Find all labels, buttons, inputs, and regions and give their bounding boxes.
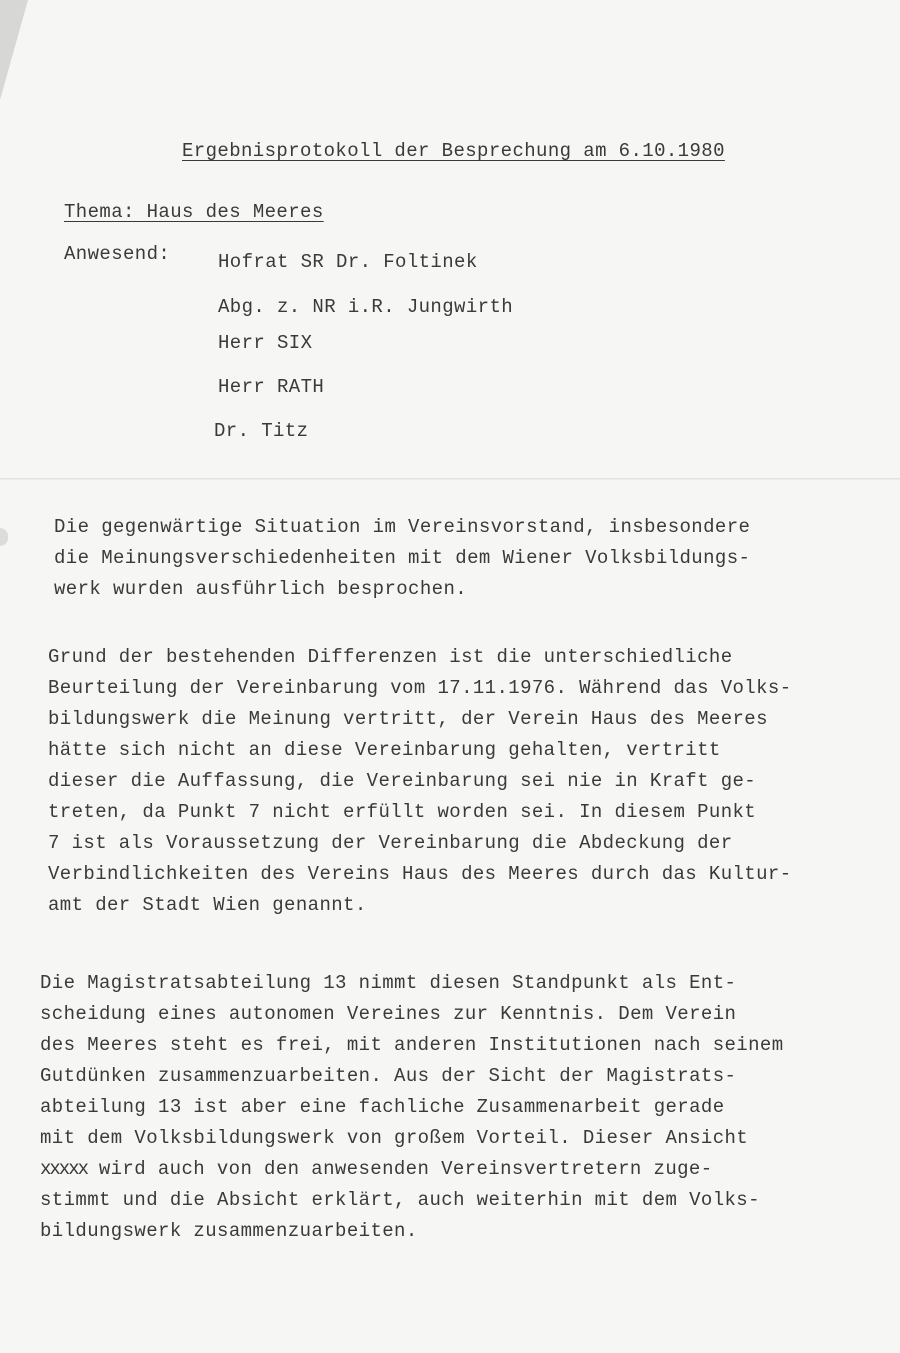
paragraph-line: 7 ist als Voraussetzung der Vereinbarung die Abdeckung der xyxy=(48,832,733,854)
paragraph-line: treten, da Punkt 7 nicht erfüllt worden sei. In diesem Punkt xyxy=(48,801,757,823)
document-subject: Thema: Haus des Meeres xyxy=(64,201,324,223)
paragraph-line: bildungswerk die Meinung vertritt, der Verein Haus des Meeres xyxy=(48,708,768,730)
paragraph-line: scheidung eines autonomen Vereines zur Kenntnis. Dem Verein xyxy=(40,1003,737,1025)
attendee-2: Abg. z. NR i.R. Jungwirth xyxy=(218,296,514,318)
paragraph-line: abteilung 13 ist aber eine fachliche Zusammenarbeit gerade xyxy=(40,1096,725,1118)
attendee-4: Herr RATH xyxy=(218,376,325,398)
paragraph-line: Die Magistratsabteilung 13 nimmt diesen Standpunkt als Ent- xyxy=(40,972,737,994)
paragraph-3 xyxy=(40,968,870,1247)
folded-corner xyxy=(0,0,28,100)
paragraph-line: Beurteilung der Vereinbarung vom 17.11.1976. Während das Volks- xyxy=(48,677,792,699)
paragraph-line: dieser die Auffassung, die Vereinbarung sei nie in Kraft ge- xyxy=(48,770,757,792)
typed-strikeout: xxxxx xyxy=(40,1158,88,1180)
paragraph-line: Gutdünken zusammenzuarbeiten. Aus der Sicht der Magistrats- xyxy=(40,1065,737,1087)
paragraph-line: des Meeres steht es frei, mit anderen Institutionen nach seinem xyxy=(40,1034,784,1056)
paragraph-line: Grund der bestehenden Differenzen ist die unterschiedliche xyxy=(48,646,733,668)
paragraph-line: stimmt und die Absicht erklärt, auch weiterhin mit dem Volks- xyxy=(40,1189,760,1211)
attendees-label: Anwesend: xyxy=(64,243,171,265)
paragraph-line: bildungswerk zusammenzuarbeiten. xyxy=(40,1220,418,1242)
attendee-3: Herr SIX xyxy=(218,332,313,354)
paragraph-line: werk wurden ausführlich besprochen. xyxy=(54,578,468,600)
paper-fold-line xyxy=(0,478,900,480)
paragraph-line: Verbindlichkeiten des Vereins Haus des Meeres durch das Kultur- xyxy=(48,863,792,885)
document-title: Ergebnisprotokoll der Besprechung am 6.10.1980 xyxy=(182,140,725,162)
paragraph-line-text: wird auch von den anwesenden Vereinsvertretern zuge- xyxy=(98,1158,713,1180)
paragraph-line: amt der Stadt Wien genannt. xyxy=(48,894,367,916)
paragraph-2 xyxy=(48,642,878,921)
attendee-1: Hofrat SR Dr. Foltinek xyxy=(218,251,478,273)
paragraph-line: hätte sich nicht an diese Vereinbarung gehalten, vertritt xyxy=(48,739,721,761)
punch-hole xyxy=(0,528,8,546)
paragraph-line: mit dem Volksbildungswerk von großem Vorteil. Dieser Ansicht xyxy=(40,1127,749,1149)
attendee-5: Dr. Titz xyxy=(214,420,309,442)
paragraph-1 xyxy=(54,512,884,605)
paragraph-line-with-strikeout xyxy=(40,1154,870,1185)
paragraph-line: die Meinungsverschiedenheiten mit dem Wiener Volksbildungs- xyxy=(54,547,751,569)
paragraph-line: Die gegenwärtige Situation im Vereinsvorstand, insbesondere xyxy=(54,516,751,538)
